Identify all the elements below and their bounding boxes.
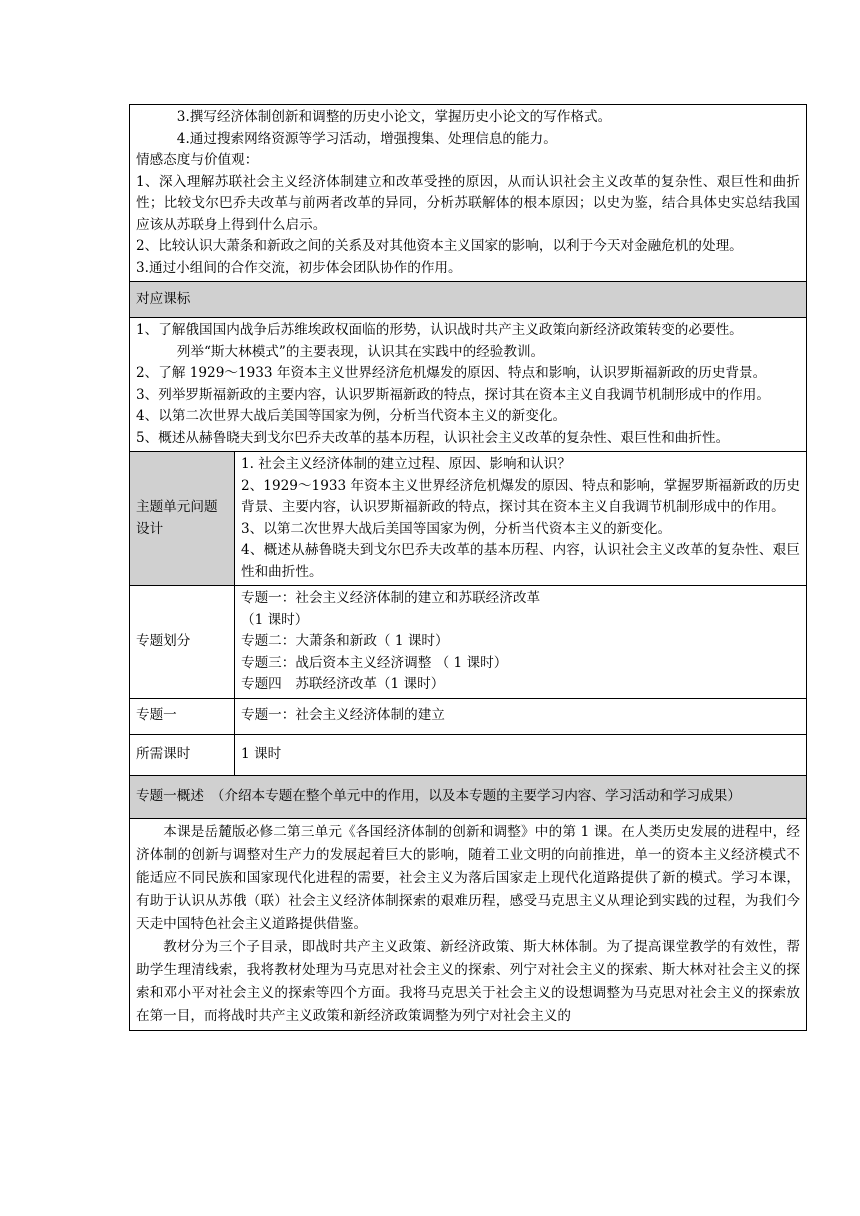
overview-row xyxy=(130,818,807,1030)
goal-line-4: 4.通过搜索网络资源等学习活动，增强搜集、处理信息的能力。 xyxy=(176,130,557,147)
topic-4: 专题四 苏联经济改革（1 课时） xyxy=(241,676,445,692)
topics-row xyxy=(130,586,807,699)
standards-heading-row xyxy=(130,282,807,318)
overview-paragraph-2: 教材分为三个子目录，即战时共产主义政策、新经济政策、斯大林体制。为了提高课堂教学的有效性，帮助学生理清线索，我将教材处理为马克思对社会主义的探索、列宁对社会主义的探索、斯大林对社会主义的探索和邓小平对社会主义的探索等四个方面。我将马克思关于社会主义的设想调整为马克思对社会主义的探索放在第一目，而将战时共产主义政策和新经济政策调整为列宁对社会主义的 xyxy=(136,938,801,1024)
question-2: 2、1929～1933 年资本主义世界经济危机爆发的原因、特点和影响，掌握罗斯福新政的历史背景、主要内容，认识罗斯福新政的特点，探讨其在资本主义自我调节机制形成中的作用。 xyxy=(241,477,801,515)
attitude-item-2: 2、比较认识大萧条和新政之间的关系及对其他资本主义国家的影响，以利于今天对金融危机的处理。 xyxy=(136,238,743,254)
topics-cell xyxy=(235,586,807,699)
standard-item-1b: 列举“斯大林模式”的主要表现，认识其在实践中的经验教训。 xyxy=(176,343,545,360)
standard-item-2: 2、了解 1929～1933 年资本主义世界经济危机爆发的原因、特点和影响，认识罗斯福新政的历史背景。 xyxy=(136,365,767,381)
attitude-heading: 情感态度与价值观： xyxy=(136,152,259,168)
topic-1-hours: （1 课时） xyxy=(241,611,309,628)
question-4: 4、概述从赫鲁晓夫到戈尔巴乔夫改革的基本历程、内容，认识社会主义改革的复杂性、艰巨性和曲折性。 xyxy=(241,542,801,580)
standard-item-4: 4、以第二次世界大战后美国等国家为例，分析当代资本主义的新变化。 xyxy=(136,408,567,424)
lesson-plan-table xyxy=(129,104,807,1031)
topic-2: 专题二：大萧条和新政（ 1 课时） xyxy=(241,633,449,649)
standard-item-3: 3、列举罗斯福新政的主要内容，认识罗斯福新政的特点，探讨其在资本主义自我调节机制形成中的作用。 xyxy=(136,386,770,403)
overview-cell xyxy=(130,818,807,1030)
overview-paragraph-1: 本课是岳麓版必修二第三单元《各国经济体制的创新和调整》中的第 1 课。在人类历史发展的进程中，经济体制的创新与调整对生产力的发展起着巨大的影响，随着工业文明的向前推进，单一的资本主义经济模式不能适应不同民族和国家现代化进程的需要，社会主义为落后国家走上现代化道路提供了新的模式。学习本课，有助于认识从苏俄（联）社会主义经济体制探索的艰难历程，感受马克思主义从理论到实践的过程，为我们今天走中国特色社会主义道路提供借鉴。 xyxy=(136,823,801,932)
standard-item-5: 5、概述从赫鲁晓夫到戈尔巴乔夫改革的基本历程，认识社会主义改革的复杂性、艰巨性和曲折性。 xyxy=(136,429,730,446)
goals-cell xyxy=(130,105,807,282)
attitude-item-1: 1、深入理解苏联社会主义经济体制建立和改革受挫的原因，从而认识社会主义改革的复杂性、艰巨性和曲折性；比较戈尔巴乔夫改革与前两者改革的异同，分析苏联解体的根本原因；以史为鉴，结合具体史实总结我国应该从苏联身上得到什么启示。 xyxy=(136,173,801,233)
standards-row xyxy=(130,318,807,452)
topic-3: 专题三：战后资本主义经济调整 （ 1 课时） xyxy=(241,654,508,671)
topic-one-row xyxy=(130,698,807,734)
standards-heading: 对应课标 xyxy=(130,282,807,318)
topics-label: 专题划分 xyxy=(130,586,235,699)
hours-value: 1 课时 xyxy=(235,734,807,775)
overview-heading: 专题一概述 （介绍本专题在整个单元中的作用，以及本专题的主要学习内容、学习活动和学习成果） xyxy=(130,775,807,818)
topic-1: 专题一：社会主义经济体制的建立和苏联经济改革 xyxy=(241,590,541,606)
unit-questions-label: 主题单元问题设计 xyxy=(130,452,235,586)
unit-questions-row xyxy=(130,452,807,586)
overview-heading-row xyxy=(130,775,807,818)
topic-one-value: 专题一：社会主义经济体制的建立 xyxy=(235,698,807,734)
hours-row xyxy=(130,734,807,775)
goal-line-3: 3.撰写经济体制创新和调整的历史小论文，掌握历史小论文的写作格式。 xyxy=(176,109,612,125)
unit-questions-cell xyxy=(235,452,807,586)
topic-one-label: 专题一 xyxy=(130,698,235,734)
hours-label: 所需课时 xyxy=(130,734,235,775)
attitude-item-3: 3.通过小组间的合作交流，初步体会团队协作的作用。 xyxy=(136,259,462,276)
standard-item-1: 1、了解俄国国内战争后苏维埃政权面临的形势，认识战时共产主义政策向新经济政策转变的必要性。 xyxy=(136,322,743,338)
standards-cell xyxy=(130,318,807,452)
question-3: 3、以第二次世界大战后美国等国家为例，分析当代资本主义的新变化。 xyxy=(241,520,672,537)
goals-row xyxy=(130,105,807,282)
question-1: 1. 社会主义经济体制的建立过程、原因、影响和认识？ xyxy=(241,456,571,472)
